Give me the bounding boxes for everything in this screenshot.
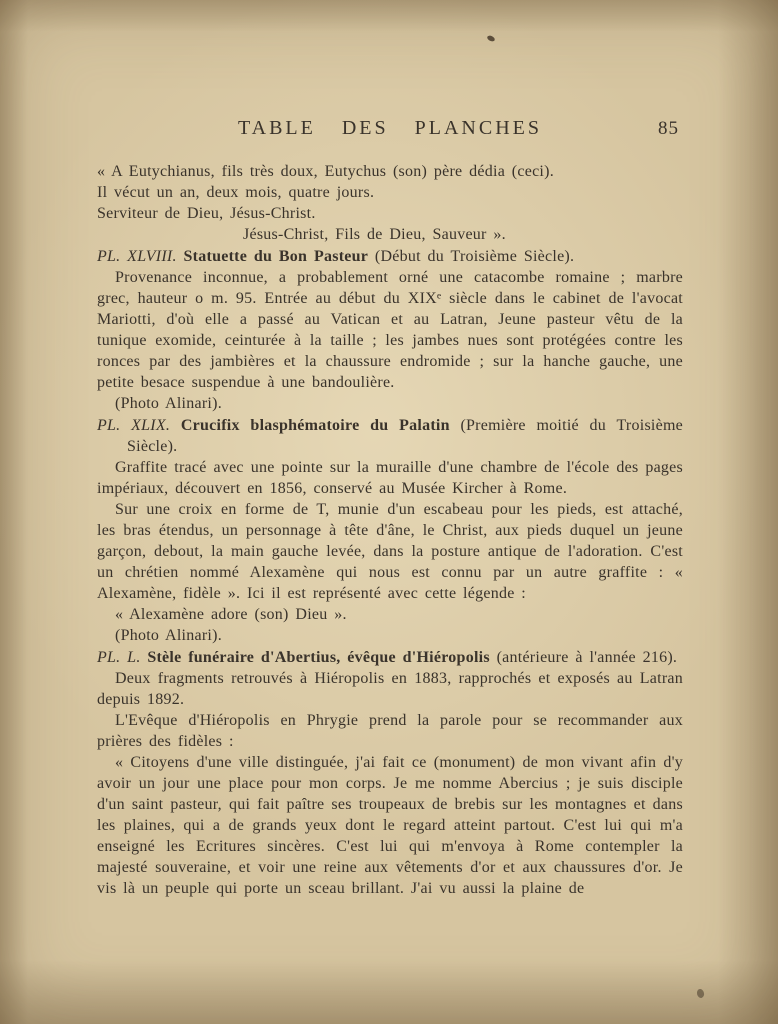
page-header <box>97 117 683 140</box>
plate-subtitle: (Première moitié du Troisième Siècle). <box>127 417 684 455</box>
plate-label: PL. L. <box>97 649 141 666</box>
entry-heading <box>97 246 683 267</box>
plate-label: PL. XLVIII. <box>97 248 177 265</box>
epigraph-line: Il vécut un an, deux mois, quatre jours. <box>97 184 375 201</box>
photo-credit: (Photo Alinari). <box>115 627 222 644</box>
page-number: 85 <box>658 118 679 139</box>
page-title: TABLE DES PLANCHES <box>238 117 542 139</box>
epigraph-line: Serviteur de Dieu, Jésus-Christ. <box>97 205 316 222</box>
plate-entry-l <box>97 647 683 899</box>
entry-paragraph: Deux fragments retrouvés à Hiéropolis en 1883, rapprochés et exposés au Latran depuis 1892. <box>97 670 683 708</box>
entry-paragraph: Sur une croix en forme de T, munie d'un escabeau pour les pieds, est attaché, les bras étendus, un personnage à tête d'âne, le Christ, aux pieds duquel un jeune garçon, debout, la main gauche levée, dans la posture antique de l'adoration. C'est un chrétien nommé Alexamène qui nous est connu par un autre graffite : « Alexamène, fidèle ». Ici il est représenté avec cette légende : <box>97 501 683 602</box>
entry-paragraph: L'Evêque d'Hiéropolis en Phrygie prend la parole pour se recommander aux prières des fidèles : <box>97 712 683 750</box>
ink-speck <box>696 988 705 999</box>
entry-heading <box>97 647 683 668</box>
plate-label: PL. XLIX. <box>97 417 171 434</box>
entry-heading <box>97 415 683 457</box>
entry-paragraph: Graffite tracé avec une pointe sur la muraille d'une chambre de l'école des pages impériaux, découvert en 1856, conservé au Musée Kircher à Rome. <box>97 459 683 497</box>
plate-title: Statuette du Bon Pasteur <box>183 248 369 265</box>
page-content <box>97 161 683 899</box>
entry-paragraph: Provenance inconnue, a probablement orné une catacombe romaine ; marbre grec, hauteur o m. 95. Entrée au début du XIXᵉ siècle dans le cabinet de l'avocat Mariotti, d'où elle a passé au Vatican et au Latran, Jeune pasteur vêtu de la tunique exomide, ceinturée à la taille ; les jambes nues sont protégées contre les ronces par des jambières et la chaussure endromide ; sur la hanche gauche, une petite besace suspendue à une bandoulière. <box>97 269 683 391</box>
ink-speck <box>486 35 495 43</box>
epigraph-line: « A Eutychianus, fils très doux, Eutychus (son) père dédia (ceci). <box>97 163 554 180</box>
plate-entry-xlviii <box>97 246 683 414</box>
epigraph <box>97 161 683 245</box>
plate-title: Stèle funéraire d'Abertius, évêque d'Hiéropolis <box>147 649 490 666</box>
inscription-quote: « Alexamène adore (son) Dieu ». <box>115 606 347 623</box>
plate-subtitle: (Début du Troisième Siècle). <box>374 248 575 265</box>
plate-entry-xlix <box>97 415 683 646</box>
entry-paragraph: « Citoyens d'une ville distinguée, j'ai fait ce (monument) de mon vivant afin d'y avoir un jour une place pour mon corps. Je me nomme Abercius ; je suis disciple d'un saint pasteur, qui fait paître ses troupeaux de brebis sur les montagnes et dans les plaines, qui a de grands yeux dont le regard atteint partout. C'est lui qui m'a enseigné les Ecritures sincères. C'est lui qui m'envoya à Rome contempler la majesté souveraine, et voir une reine aux vêtements d'or et aux chaussures d'or. Je vis là un peuple qui porte un sceau brillant. J'ai vu aussi la plaine de <box>97 754 683 897</box>
epigraph-line: Jésus-Christ, Fils de Dieu, Sauveur ». <box>243 226 506 243</box>
photo-credit: (Photo Alinari). <box>115 395 222 412</box>
plate-subtitle: (antérieure à l'année 216). <box>496 649 678 666</box>
plate-title: Crucifix blasphématoire du Palatin <box>180 417 450 434</box>
